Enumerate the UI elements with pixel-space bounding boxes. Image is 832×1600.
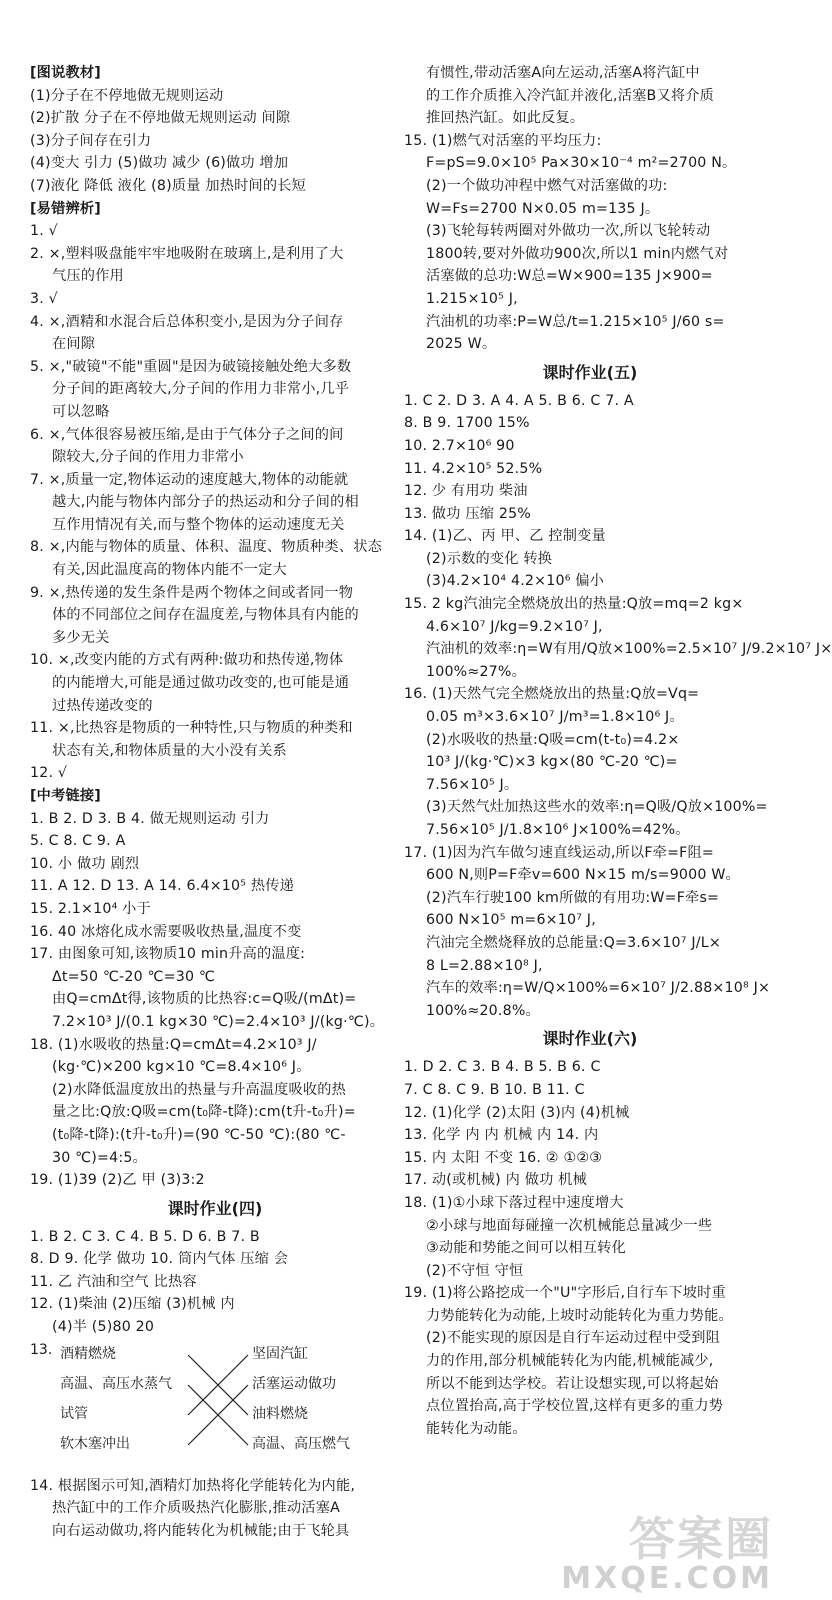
answer-line: 9. ×,热传递的发生条件是两个物体之间或者同一物 xyxy=(30,584,354,601)
answer-line: 15. (1)燃气对活塞的平均压力: xyxy=(404,132,602,149)
answer-line: 8 L=2.88×10⁸ J, xyxy=(426,957,543,974)
answer-line: 2. ×,塑料吸盘能牢牢地吸附在玻璃上,是利用了大 xyxy=(30,245,344,262)
answer-line: (7)液化 降低 液化 (8)质量 加热时间的长短 xyxy=(30,177,307,194)
right-column xyxy=(404,62,832,1440)
answer-line: 在间隙 xyxy=(52,336,96,353)
answer-line: 所以不能到达学校。若让设想实现,可以将起始 xyxy=(426,1375,719,1392)
answer-line: 由Q=cmΔt得,该物质的比热容:c=Q吸/(mΔt)= xyxy=(52,991,357,1008)
answer-line: 11. 乙 汽油和空气 比热容 xyxy=(30,1273,197,1290)
answer-line: 14. (1)乙、丙 甲、乙 控制变量 xyxy=(404,528,606,545)
answer-line: 12. (1)柴油 (2)压缩 (3)机械 内 xyxy=(30,1296,235,1313)
answer-line: (4)半 (5)80 20 xyxy=(52,1319,155,1336)
answer-line: 12. 少 有用功 柴油 xyxy=(404,483,528,500)
answer-line: (1)分子在不停地做无规则运动 xyxy=(30,87,224,104)
answer-line: 17. 动(或机械) 内 做功 机械 xyxy=(404,1172,587,1189)
answer-line: (3)4.2×10⁴ 4.2×10⁶ 偏小 xyxy=(426,573,605,590)
answer-line: 11. 4.2×10⁵ 52.5% xyxy=(404,460,543,477)
answer-line: 汽车的效率:η=W/Q×100%=6×10⁷ J/2.88×10⁸ J× xyxy=(426,980,771,997)
answer-line: 17. (1)因为汽车做匀速直线运动,所以F牵=F阻= xyxy=(404,844,714,861)
answer-line: 7.56×10⁵ J/1.8×10⁶ J×100%=42%。 xyxy=(426,822,690,838)
answer-line: ②小球与地面每碰撞一次机械能总量减少一些 xyxy=(426,1217,713,1234)
answer-line: 有关,因此温度高的物体内能不一定大 xyxy=(52,562,287,579)
answer-line: (2)不能实现的原因是自行车运动过程中受到阻 xyxy=(426,1330,721,1347)
answer-line: 15. 内 太阳 不变 16. ② ①②③ xyxy=(404,1149,603,1166)
answer-line: 10. 2.7×10⁶ 90 xyxy=(404,437,515,454)
answer-line: F=pS=9.0×10⁵ Pa×30×10⁻⁴ m²=2700 N。 xyxy=(426,155,737,172)
answer-line: 15. 2 kg汽油完全燃烧放出的热量:Q放=mq=2 kg× xyxy=(404,596,744,613)
answer-line: 4.6×10⁷ J/kg=9.2×10⁷ J, xyxy=(426,618,603,635)
answer-line: Δt=50 ℃-20 ℃=30 ℃ xyxy=(52,968,216,985)
answer-line: (2)不守恒 守恒 xyxy=(426,1262,524,1279)
answer-line: 有惯性,带动活塞A向左运动,活塞A将汽缸中 xyxy=(426,65,700,81)
answer-line: (2)水吸收的热量:Q吸=cm(t-t₀)=4.2× xyxy=(426,731,680,748)
answer-line: 汽油完全燃烧释放的总能量:Q=3.6×10⁷ J/L× xyxy=(426,934,721,951)
answer-line: 汽油机的功率:P=W总/t=1.215×10⁵ J/60 s= xyxy=(426,313,725,330)
answer-line: 30 ℃)=4:5。 xyxy=(52,1149,147,1166)
answer-line: 5. C 8. C 9. A xyxy=(30,833,126,850)
answer-line: 汽油机的效率:η=W有用/Q放×100%=2.5×10⁷ J/9.2×10⁷ J× xyxy=(426,641,832,658)
answer-line: 8. D 9. 化学 做功 10. 筒内气体 压缩 会 xyxy=(30,1251,289,1268)
matching-left-item: 高温、高压水蒸气 xyxy=(60,1375,172,1392)
answer-line: 0.05 m³×3.6×10⁷ J/m³=1.8×10⁶ J。 xyxy=(426,709,684,726)
answer-line: 19. (1)将公路挖成一个"U"字形后,自行车下坡时重 xyxy=(404,1285,726,1302)
section-title: 课时作业(四) xyxy=(167,1198,263,1218)
answer-line: 7.56×10⁵ J。 xyxy=(426,776,519,793)
answer-line: 4. ×,酒精和水混合后总体积变小,是因为分子间存 xyxy=(30,313,344,330)
answer-line: 力势能转化为动能,上坡时动能转化为重力势能。 xyxy=(426,1307,733,1324)
answer-line: 10. 小 做功 剧烈 xyxy=(30,855,140,872)
answer-line: 1. √ xyxy=(30,223,58,240)
answer-line: (2)扩散 分子在不停地做无规则运动 间隙 xyxy=(30,110,291,127)
answer-line: 能转化为动能。 xyxy=(426,1420,527,1437)
site-watermark xyxy=(561,1503,773,1596)
answer-line: 7.2×10³ J/(0.1 kg×30 ℃)=2.4×10³ J/(kg·℃)。 xyxy=(52,1013,385,1030)
answer-line: 过热传递改变的 xyxy=(52,697,153,714)
answer-line: 15. 2.1×10⁴ 小于 xyxy=(30,900,151,917)
section-title: 课时作业(五) xyxy=(542,362,638,382)
answer-line: 16. (1)天然气完全燃烧放出的热量:Q放=Vq= xyxy=(404,686,700,703)
answer-line: (2)水降低温度放出的热量与升高温度吸收的热 xyxy=(52,1081,347,1098)
answer-line: 600 N×10⁵ m=6×10⁷ J, xyxy=(426,912,596,929)
answer-line: 12. (1)化学 (2)太阳 (3)内 (4)机械 xyxy=(404,1104,630,1121)
answer-line: 19. (1)39 (2)乙 甲 (3)3:2 xyxy=(30,1172,205,1189)
matching-right-item: 油料燃烧 xyxy=(252,1405,308,1422)
answer-line: 2025 W。 xyxy=(426,336,497,353)
answer-line: 1. B 2. C 3. C 4. B 5. D 6. B 7. B xyxy=(30,1228,260,1245)
watermark-logo-text: 答案圈 xyxy=(629,1512,773,1566)
answer-line: 向右运动做功,将内能转化为机械能;由于飞轮具 xyxy=(52,1522,350,1539)
answer-line: 多少无关 xyxy=(52,629,110,646)
answer-line: 隙较大,分子间的作用力非常小 xyxy=(52,449,244,466)
answer-line: W=Fs=2700 N×0.05 m=135 J。 xyxy=(426,200,660,217)
answer-line: 18. (1)①小球下落过程中速度增大 xyxy=(404,1194,624,1211)
answer-line: (3)天然气灶加热这些水的效率:η=Q吸/Q放×100%= xyxy=(426,799,768,816)
answer-line: 8. B 9. 1700 15% xyxy=(404,415,530,432)
section-heading: [中考链接] xyxy=(30,788,101,804)
answer-line: 活塞做的总功:W总=W×900=135 J×900= xyxy=(426,268,713,285)
matching-left-item: 试管 xyxy=(60,1405,88,1422)
answer-line: 1. C 2. D 3. A 4. A 5. B 6. C 7. A xyxy=(404,392,634,409)
answer-line: (kg·℃)×200 kg×10 ℃=8.4×10⁶ J。 xyxy=(52,1059,311,1076)
answer-line: (2)示数的变化 转换 xyxy=(426,550,553,567)
answer-line: 16. 40 冰熔化成水需要吸收热量,温度不变 xyxy=(30,923,302,940)
answer-line: 点位置抬高,高于学校位置,这样有更多的重力势 xyxy=(426,1398,724,1415)
answer-line: 7. ×,质量一定,物体运动的速度越大,物体的动能就 xyxy=(30,471,349,488)
answer-line: 互作用情况有关,而与整个物体的运动速度无关 xyxy=(52,516,345,533)
left-column xyxy=(30,62,400,1542)
section-title: 课时作业(六) xyxy=(542,1029,638,1049)
answer-line: 100%≈27%。 xyxy=(426,663,526,680)
answer-line: ③动能和势能之间可以相互转化 xyxy=(426,1240,626,1257)
answer-line: (2)一个做功冲程中燃气对活塞做的功: xyxy=(426,177,668,194)
matching-left-item: 软木塞冲出 xyxy=(60,1435,130,1452)
answer-line: 7. C 8. C 9. B 10. B 11. C xyxy=(404,1081,585,1098)
answer-line: (t₀降-t降):(t升-t₀升)=(90 ℃-50 ℃):(80 ℃- xyxy=(52,1126,346,1143)
answer-line: 6. ×,气体很容易被压缩,是由于气体分子之间的间 xyxy=(30,426,344,443)
answer-line: 越大,内能与物体内部分子的热运动和分子间的相 xyxy=(52,494,359,511)
answer-line: 12. √ xyxy=(30,765,68,782)
answer-line: 1800转,要对外做功900次,所以1 min内燃气对 xyxy=(426,245,729,262)
answer-line: 11. A 12. D 13. A 14. 6.4×10⁵ 热传递 xyxy=(30,878,295,895)
answer-line: (3)分子间存在引力 xyxy=(30,132,152,149)
matching-right-item: 高温、高压燃气 xyxy=(252,1435,350,1452)
answer-line: 13. 化学 内 内 机械 内 14. 内 xyxy=(404,1127,599,1144)
matching-left-item: 酒精燃烧 xyxy=(60,1345,116,1362)
answer-line: 的工作介质推入冷汽缸并液化,活塞B又将介质 xyxy=(426,87,715,104)
watermark-url: MXQE.COM xyxy=(561,1561,773,1596)
answer-line: 18. (1)水吸收的热量:Q=cmΔt=4.2×10³ J/ xyxy=(30,1036,317,1053)
matching-right-item: 坚固汽缸 xyxy=(252,1345,308,1362)
answer-line: 1.215×10⁵ J, xyxy=(426,290,518,307)
answer-line: 14. 根据图示可知,酒精灯加热将化学能转化为内能, xyxy=(30,1477,356,1494)
answer-line: 10. ×,改变内能的方式有两种:做功和热传递,物体 xyxy=(30,652,344,669)
matching-diagram-13 xyxy=(30,1341,400,1471)
answer-line: 17. 由图象可知,该物质10 min升高的温度: xyxy=(30,946,306,963)
answer-line: 5. ×,"破镜"不能"重圆"是因为破镜接触处绝大多数 xyxy=(30,358,352,375)
answer-line: 体的不同部位之间存在温度差,与物体具有内能的 xyxy=(52,607,359,624)
answer-line: (2)汽车行驶100 km所做的有用功:W=F牵s= xyxy=(426,889,720,906)
answer-line: 热汽缸中的工作介质吸热汽化膨胀,推动活塞A xyxy=(52,1500,340,1517)
question-number: 13. xyxy=(30,1341,53,1358)
answer-line: 13. 做功 压缩 25% xyxy=(404,505,531,522)
answer-line: 量之比:Q放:Q吸=cm(t₀降-t降):cm(t升-t₀升)= xyxy=(52,1104,356,1121)
answer-line: 推回热汽缸。如此反复。 xyxy=(426,110,585,127)
answer-line: 11. ×,比热容是物质的一种特性,只与物质的种类和 xyxy=(30,720,353,737)
answer-line: (3)飞轮每转两圈对外做功一次,所以飞轮转动 xyxy=(426,223,711,240)
section-heading: [图说教材] xyxy=(30,65,101,81)
answer-line: 1. B 2. D 3. B 4. 做无规则运动 引力 xyxy=(30,810,270,827)
answer-line: 3. √ xyxy=(30,290,58,307)
matching-lines xyxy=(30,1341,390,1471)
answer-line: 力的作用,部分机械能转化为内能,机械能减少, xyxy=(426,1353,714,1370)
answer-line: 可以忽略 xyxy=(52,403,110,420)
answer-line: (4)变大 引力 (5)做功 减少 (6)做功 增加 xyxy=(30,155,289,172)
answer-line: 10³ J/(kg·℃)×3 kg×(80 ℃-20 ℃)= xyxy=(426,754,678,771)
answer-line: 100%≈20.8%。 xyxy=(426,1002,540,1019)
answer-line: 1. D 2. C 3. B 4. B 5. B 6. C xyxy=(404,1059,601,1076)
answer-line: 8. ×,内能与物体的质量、体积、温度、物质种类、状态 xyxy=(30,539,382,556)
answer-line: 状态有关,和物体质量的大小没有关系 xyxy=(52,742,287,759)
section-heading: [易错辨析] xyxy=(30,200,101,217)
matching-right-item: 活塞运动做功 xyxy=(252,1375,336,1392)
answer-line: 分子间的距离较大,分子间的作用力非常小,几乎 xyxy=(52,381,350,398)
answer-line: 的内能增大,可能是通过做功改变的,也可能是通 xyxy=(52,675,350,692)
answer-line: 600 N,则P=F牵v=600 N×15 m/s=9000 W。 xyxy=(426,867,740,884)
answer-line: 气压的作用 xyxy=(52,268,124,285)
